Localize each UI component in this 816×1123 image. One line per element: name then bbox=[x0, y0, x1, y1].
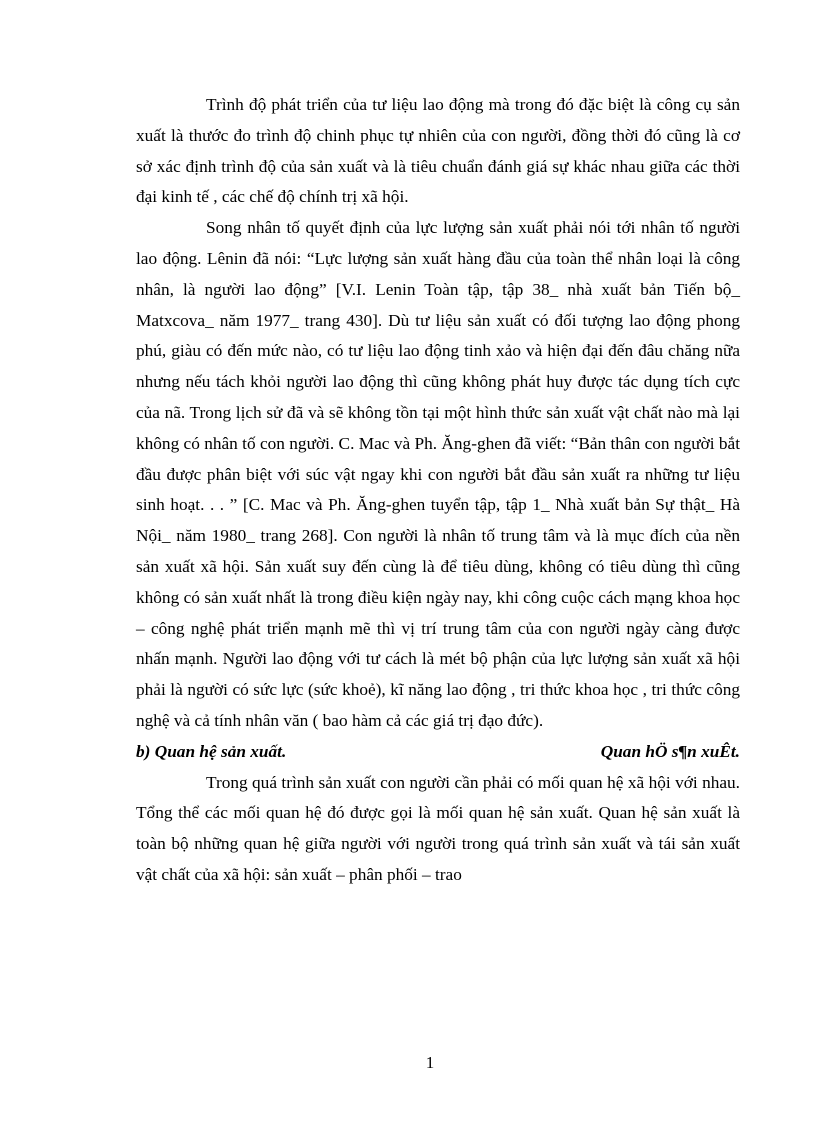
paragraph-labor-tools: Trình độ phát triển của tư liệu lao động mà trong đó đặc biệt là công cụ sản xuất là thước đo trình độ chinh phục tự nhiên của con người, đồng thời đó cũng là cơ sở xác định trình độ của sản xuất và là tiêu chuẩn đánh giá sự khác nhau giữa các thời đại kinh tế , các chế độ chính trị xã hội. bbox=[136, 95, 740, 207]
section-heading-right: Quan hÖ s¶n xuÊt. bbox=[600, 741, 740, 761]
paragraph-production-relations: Trong quá trình sản xuất con người cần phải có mối quan hệ xã hội với nhau. Tổng thể các mối quan hệ đó được gọi là mối quan hệ sản xuất. Quan hệ sản xuất là toàn bộ những quan hệ giữa người với người trong quá trình sản xuất và tái sản xuất vật chất của xã hội: sản xuất – phân phối – trao bbox=[136, 772, 740, 884]
page-content bbox=[136, 90, 740, 891]
page-number: 1 bbox=[425, 1053, 435, 1072]
section-heading bbox=[136, 737, 740, 768]
section-heading-left: b) Quan hệ sản xuất. bbox=[136, 741, 287, 761]
paragraph-human-factor: Song nhân tố quyết định của lực lượng sản xuất phải nói tới nhân tố người lao động. Lênin đã nói: “Lực lượng sản xuất hàng đầu của toàn thể nhân loại là công nhân, là người lao động” [V.I. Lenin Toàn tập, tập 38_ nhà xuất bản Tiến bộ_ Matxcova_ năm 1977_ trang 430]. Dù tư liệu sản xuất có đối tượng lao động phong phú, giàu có đến mức nào, có tư liệu lao động tinh xảo và hiện đại đến đâu chăng nữa nhưng nếu tách khỏi người lao động thì cũng không phát huy được tác dụng tích cực của nã. Trong lịch sử đã và sẽ không tồn tại một hình thức sản xuất vật chất nào mà lại không có nhân tố con người. C. Mac và Ph. Ăng-ghen đã viết: “Bản thân con người bắt đầu được phân biệt với súc vật ngay khi con người bắt đầu sản xuất ra những tư liệu sinh hoạt. . . ” [C. Mac và Ph. Ăng-ghen tuyển tập, tập 1_ Nhà xuất bản Sự thật_ Hà Nội_ năm 1980_ trang 268]. Con người là nhân tố trung tâm và là mục đích của nền sản xuất xã hội. Sản xuất suy đến cùng là để tiêu dùng, không có tiêu dùng thì cũng không có sản xuất nhất là trong điều kiện ngày nay, khi công cuộc cách mạng khoa học – công nghệ phát triển mạnh mẽ thì vị trí trung tâm của con người ngày càng được nhấn mạnh. Người lao động với tư cách là mét bộ phận của lực lượng sản xuất xã hội phải là người có sức lực (sức khoẻ), kĩ năng lao động , tri thức khoa học , tri thức công nghệ và cả tính nhân văn ( bao hàm cả các giá trị đạo đức). bbox=[136, 218, 740, 730]
